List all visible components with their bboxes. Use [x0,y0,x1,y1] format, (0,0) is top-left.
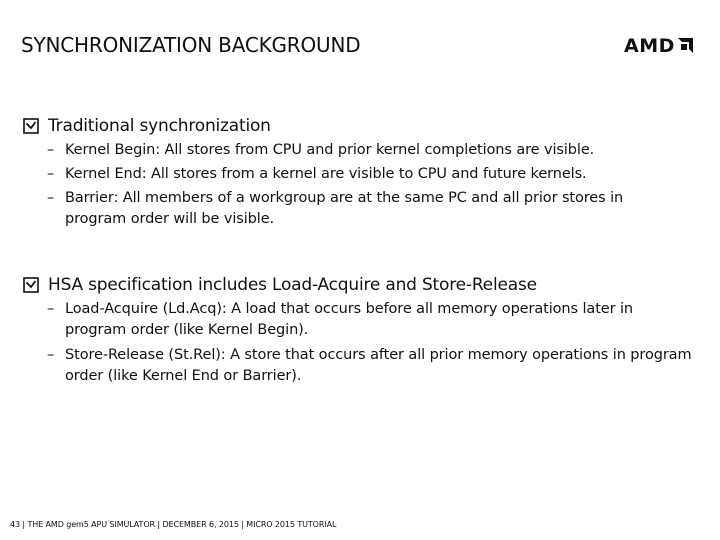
section-heading-text: HSA specification includes Load-Acquire and Store-Release [48,275,537,295]
dash-bullet: – [47,301,55,317]
list-item-text: Load-Acquire (Ld.Acq): A load that occurs before all memory operations later in program order (like Kernel Begin). [65,301,633,338]
list-item [47,140,712,161]
list-item [47,345,712,387]
list-item-text: Kernel End: All stores from a kernel are visible to CPU and future kernels. [65,166,587,182]
list-item [47,299,657,341]
dash-bullet: – [47,142,55,158]
amd-logo [624,36,693,56]
list-item [47,188,657,230]
list-item [47,164,712,185]
section-heading-2 [23,275,537,295]
checkbox-bullet-icon [23,277,39,293]
amd-logo-text: AMD [624,35,675,57]
section-heading-text: Traditional synchronization [48,116,271,136]
list-item-text: Barrier: All members of a workgroup are at the same PC and all prior stores in program order will be visible. [65,190,624,227]
slide-footer: 43 | THE AMD gem5 APU SIMULATOR | DECEMBER 6, 2015 | MICRO 2015 TUTORIAL [10,520,337,529]
dash-bullet: – [47,347,55,363]
slide-title: SYNCHRONIZATION BACKGROUND [21,33,361,57]
dash-bullet: – [47,166,55,182]
list-item-text: Kernel Begin: All stores from CPU and prior kernel completions are visible. [65,142,595,158]
list-item-text: Store-Release (St.Rel): A store that occurs after all prior memory operations in program order (like Kernel End or Barrier). [65,347,692,384]
checkbox-bullet-icon [23,118,39,134]
section-heading-1 [23,116,271,136]
dash-bullet: – [47,190,55,206]
amd-arrow-icon [677,38,693,54]
